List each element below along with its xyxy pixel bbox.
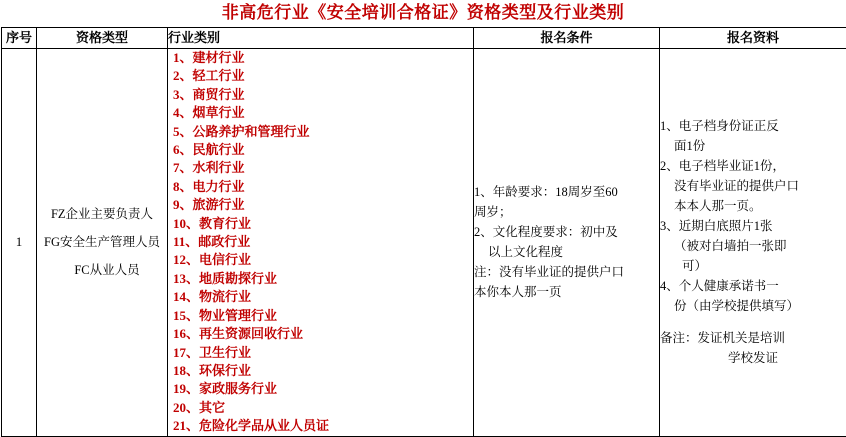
conditions-line-3: 2、文化程度要求：初中及: [474, 222, 659, 242]
cell-industry-category: [168, 49, 474, 437]
cell-documents: [660, 49, 846, 437]
header-no: 序号: [2, 28, 37, 49]
list-item: 3、商贸行业: [168, 86, 473, 104]
conditions-line-4: 以上文化程度: [474, 242, 659, 262]
documents-note-line-2: 学校发证: [660, 348, 846, 368]
documents-line-3: 2、电子档毕业证1份，: [660, 156, 846, 176]
list-item: 8、电力行业: [168, 178, 473, 196]
documents-line-5: 本本人那一页。: [660, 196, 846, 216]
qualification-type-line-3: FC从业人员: [37, 256, 167, 284]
list-item: 10、教育行业: [168, 215, 473, 233]
list-item: 11、邮政行业: [168, 233, 473, 251]
list-item: 15、物业管理行业: [168, 307, 473, 325]
list-item: 17、卫生行业: [168, 344, 473, 362]
conditions-line-5: 注：没有毕业证的提供户口: [474, 262, 659, 282]
cell-conditions: [474, 49, 660, 437]
documents-note: [660, 328, 846, 368]
documents-line-8: 可）: [660, 256, 846, 276]
header-documents: 报名资料: [660, 28, 846, 49]
conditions-line-6: 本你本人那一页: [474, 282, 659, 302]
list-item: 13、地质勘探行业: [168, 270, 473, 288]
list-item: 9、旅游行业: [168, 196, 473, 214]
documents-text: [660, 116, 846, 316]
header-conditions: 报名条件: [474, 28, 660, 49]
list-item: 19、家政服务行业: [168, 380, 473, 398]
qualification-type-line-2: FG安全生产管理人员: [37, 228, 167, 256]
table-row: [2, 49, 846, 437]
list-item: 20、其它: [168, 399, 473, 417]
conditions-line-2: 周岁；: [474, 202, 659, 222]
documents-line-4: 没有毕业证的提供户口: [660, 176, 846, 196]
table-header: [2, 28, 846, 49]
list-item: 2、轻工行业: [168, 67, 473, 85]
conditions-text: [474, 182, 659, 302]
table-body: [2, 49, 846, 437]
table-header-row: [2, 28, 846, 49]
industry-list: [168, 49, 473, 436]
documents-line-9: 4、个人健康承诺书一: [660, 276, 846, 296]
qualification-type-line-1: FZ企业主要负责人: [37, 200, 167, 228]
documents-line-6: 3、近期白底照片1张: [660, 216, 846, 236]
documents-line-1: 1、电子档身份证正反: [660, 116, 846, 136]
documents-line-2: 面1份: [660, 136, 846, 156]
list-item: 1、建材行业: [168, 49, 473, 67]
page-title: 非高危行业《安全培训合格证》资格类型及行业类别: [0, 0, 846, 27]
list-item: 14、物流行业: [168, 288, 473, 306]
list-item: 16、再生资源回收行业: [168, 325, 473, 343]
qualification-table: [1, 27, 846, 437]
documents-note-line-1: 备注：发证机关是培训: [660, 328, 846, 348]
list-item: 18、环保行业: [168, 362, 473, 380]
cell-qualification-type: [37, 49, 168, 437]
header-qualification-type: 资格类型: [37, 28, 168, 49]
list-item: 21、危险化学品从业人员证: [168, 417, 473, 435]
documents-line-7: （被对白墙拍一张即: [660, 236, 846, 256]
conditions-line-1: 1、年龄要求：18周岁至60: [474, 182, 659, 202]
list-item: 6、民航行业: [168, 141, 473, 159]
list-item: 7、水利行业: [168, 159, 473, 177]
header-industry-category: 行业类别: [168, 28, 474, 49]
list-item: 4、烟草行业: [168, 104, 473, 122]
documents-line-10: 份（由学校提供填写）: [660, 296, 846, 316]
documents-spacer: [660, 316, 846, 328]
cell-row-number: 1: [2, 49, 37, 437]
list-item: 5、公路养护和管理行业: [168, 123, 473, 141]
list-item: 12、电信行业: [168, 251, 473, 269]
